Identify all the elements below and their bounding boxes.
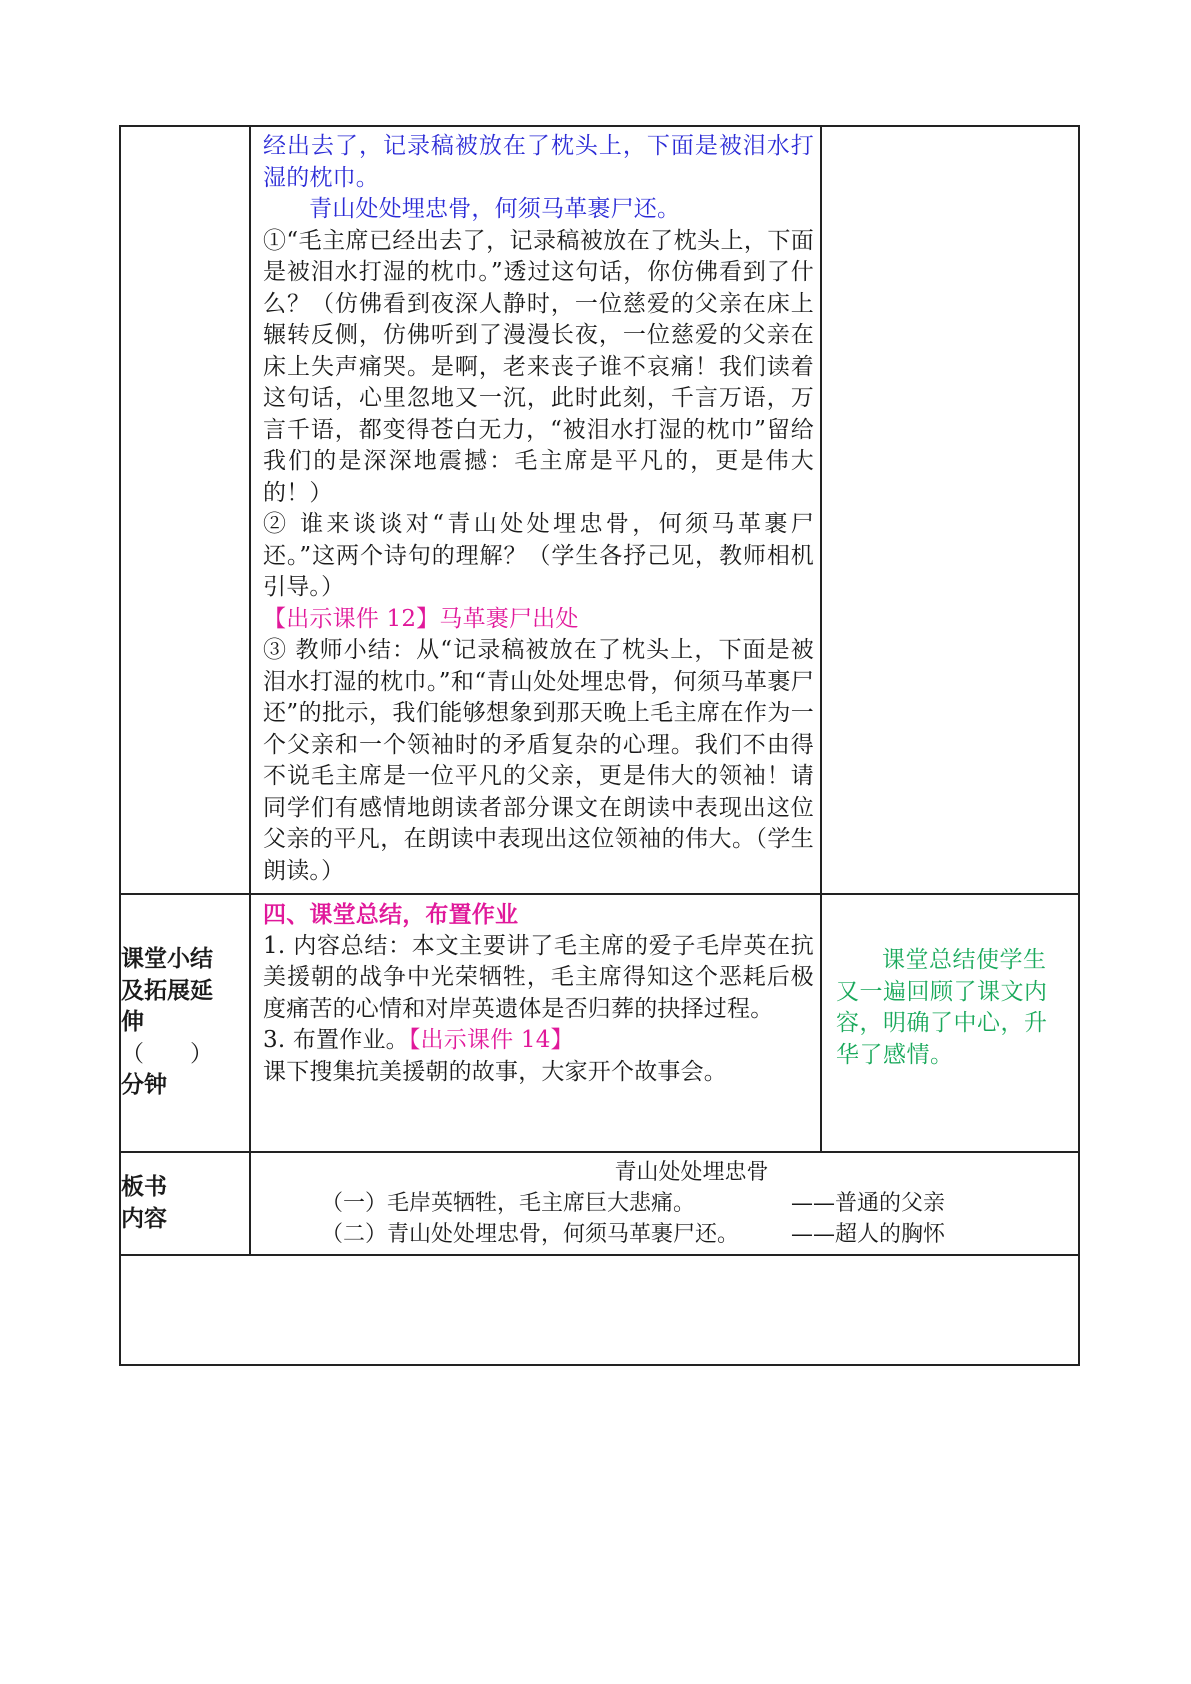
process-content-cell (250, 126, 821, 894)
summary-note-cell (821, 894, 1079, 1152)
board-label-cell (120, 1152, 250, 1255)
summary-item-3 (263, 1025, 814, 1057)
board-row-1-left: （一）毛岸英牺牲，毛主席巨大悲痛。 (321, 1191, 696, 1216)
board-row-1 (251, 1188, 1072, 1219)
minutes-blank (121, 1039, 213, 1071)
question-1: ①“毛主席已经出去了，记录稿被放在了枕头上，下面是被泪水打湿的枕巾。”透过这句话，你仿佛看到了什么？（仿佛看到夜深人静时，一位慈爱的父亲在床上辗转反侧，仿佛听到了漫漫长夜，一位慈爱的父亲在床上失声痛哭。是啊，老来丧子谁不哀痛！我们读着这句话，心里忽地又一沉，此时此刻，千言万语，万言千语，都变得苍白无力，“被泪水打湿的枕巾”留给我们的是深深地震撼：毛主席是平凡的，更是伟大的！） (263, 227, 814, 506)
courseware-12-label: 【出示课件 12】马革裹尸出处 (263, 605, 579, 632)
homework-text: 课下搜集抗美援朝的故事，大家开个故事会。 (263, 1058, 727, 1085)
poem-line: 青山处处埋忠骨，何须马革裹尸还。 (309, 196, 681, 222)
paren-open: （ (121, 1040, 144, 1067)
board-row (120, 1152, 1079, 1255)
summary-row (120, 894, 1079, 1152)
intro-line: 经出去了，记录稿被放在了枕头上，下面是被泪水打湿的枕巾。 (263, 133, 814, 191)
board-label-line: 内容 (121, 1205, 167, 1232)
summary-label-line: 及拓展延 (121, 977, 213, 1004)
summary-note: 课堂总结使学生又一遍回顾了课文内容，明确了中心，升华了感情。 (836, 947, 1048, 1068)
board-content-cell (250, 1152, 1079, 1255)
question-2: ② 谁来谈谈对“青山处处埋忠骨，何须马革裹尸还。”这两个诗句的理解？（学生各抒己见，教师相机引导。） (263, 511, 814, 600)
reflection-cell (120, 1255, 1079, 1365)
board-row-2-left: （二）青山处处埋忠骨，何须马革裹尸还。 (321, 1222, 740, 1247)
board-row-1-right: ——普通的父亲 (791, 1191, 946, 1216)
summary-label-cell (120, 894, 250, 1152)
homework-prefix: 3. 布置作业。 (263, 1027, 409, 1053)
question-3: ③ 教师小结：从“记录稿被放在了枕头上，下面是被泪水打湿的枕巾。”和“青山处处埋忠骨，何须马革裹尸还”的批示，我们能够想象到那天晚上毛主席在作为一个父亲和一个领袖时的矛盾复杂的心理。我们不由得不说毛主席是一位平凡的父亲，更是伟大的领袖！请同学们有感情地朗读者部分课文在朗读中表现出这位父亲的平凡，在朗读中表现出这位领袖的伟大。（学生朗读。） (263, 637, 814, 884)
summary-heading: 四、课堂总结，布置作业 (263, 901, 519, 928)
lesson-plan-table (119, 125, 1080, 1366)
reflection-row (120, 1255, 1079, 1365)
process-label-cell (120, 126, 250, 894)
summary-label-line: 分钟 (121, 1072, 167, 1099)
board-title: 青山处处埋忠骨 (614, 1160, 769, 1185)
board-row-2-right: ——超人的胸怀 (791, 1222, 946, 1247)
paren-close: ） (190, 1040, 213, 1067)
process-note-cell (821, 126, 1079, 894)
summary-label-line: 课堂小结 (121, 946, 213, 973)
summary-label-line: 伸 (121, 1009, 144, 1036)
summary-content-cell (250, 894, 821, 1152)
summary-item-1: 1. 内容总结：本文主要讲了毛主席的爱子毛岸英在抗美援朝的战争中光荣牺牲，毛主席得知这个恶耗后极度痛苦的心情和对岸英遗体是否归葬的抉择过程。 (263, 932, 814, 1022)
teaching-process-row (120, 126, 1079, 894)
board-row-2 (251, 1219, 1072, 1250)
courseware-14-label: 【出示课件 14】 (408, 1027, 574, 1053)
board-label-line: 板书 (121, 1174, 167, 1200)
